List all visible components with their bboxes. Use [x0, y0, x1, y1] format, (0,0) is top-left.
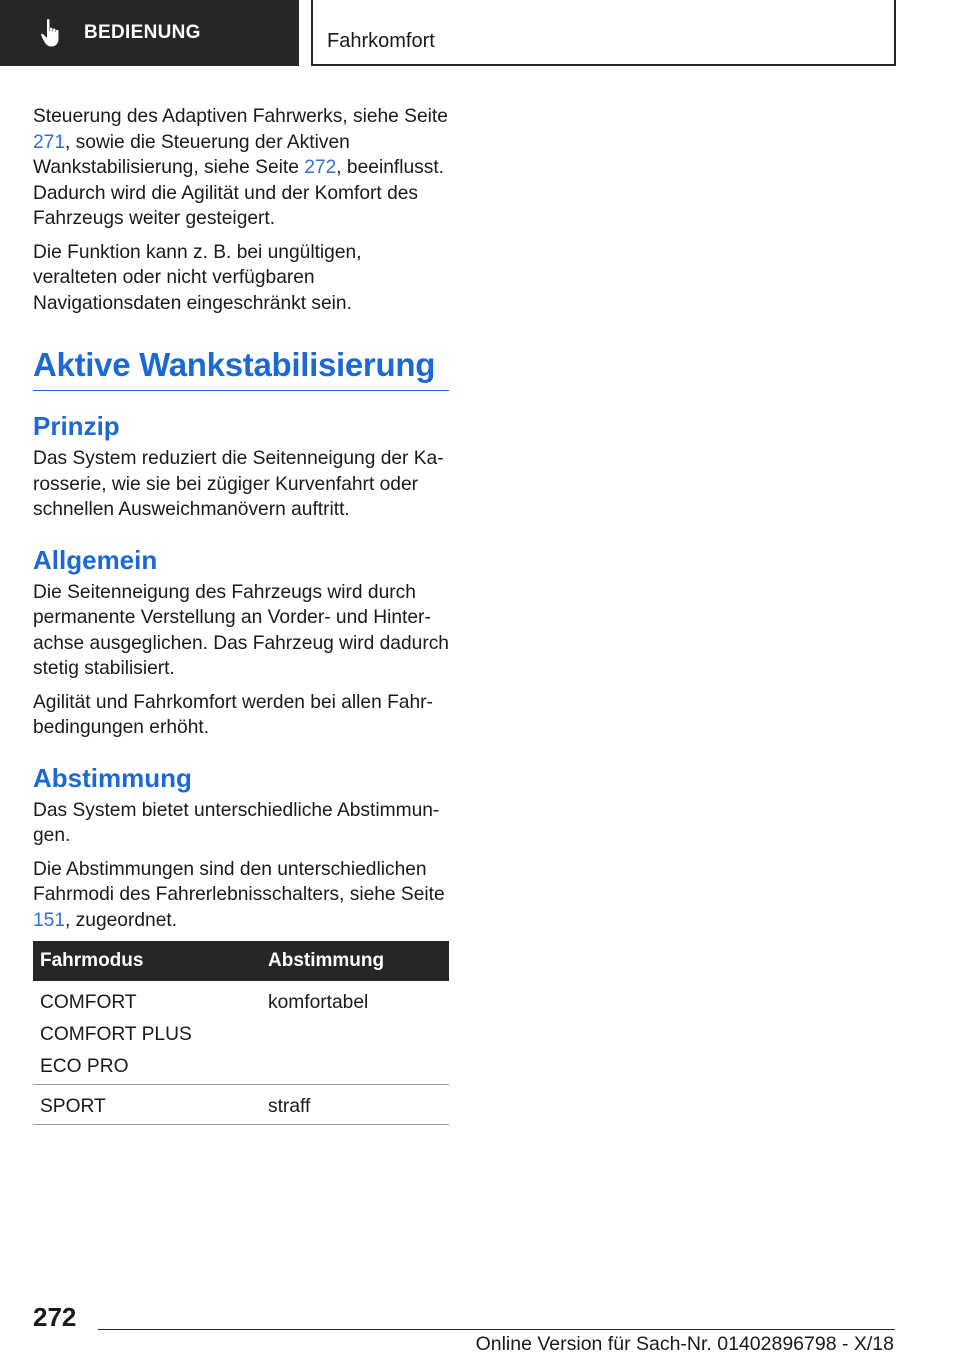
intro-paragraph-1 [33, 104, 449, 232]
prinzip-paragraph: Das System reduziert die Seitenneigung der Karosserie, wie sie bei zügiger Kurvenfahrt oder schnellen Ausweichmanövern auftritt. [33, 448, 444, 520]
table-cell-modes [33, 1084, 261, 1124]
section-title: Aktive Wankstabilisierung [33, 346, 449, 391]
table-header-row [33, 941, 449, 981]
mode-comfort-plus: COMFORT PLUS [40, 1024, 192, 1045]
abstimmung-text: Die Abstimmungen sind den unterschiedlichen Fahrmodi des Fahrerlebnisschalters, siehe Seite [33, 858, 445, 905]
intro-text: , beeinflusst. Dadurch wird die Agilität und der Komfort des Fahrzeugs weiter gesteigert. [33, 157, 444, 229]
page-link-271[interactable]: 271 [33, 131, 66, 153]
mode-sport: SPORT [40, 1095, 106, 1117]
mode-comfort: COMFORT [40, 992, 137, 1013]
header-chapter-box [311, 0, 896, 66]
table-cell-tuning [261, 1084, 449, 1124]
intro-text: Steuerung des Adaptiven Fahrwerks, siehe Seite [33, 106, 448, 127]
tuning-komfortabel: komfortabel [268, 992, 369, 1013]
table-cell-tuning [261, 981, 449, 1084]
page-number: 272 [33, 1302, 77, 1332]
main-content [33, 104, 449, 1125]
header-chapter-label: Fahrkomfort [327, 30, 435, 52]
abstimmung-paragraph-1: Das System bietet unterschiedliche Abstimmungen. [33, 799, 440, 846]
heading-abstimmung: Abstimmung [33, 762, 192, 793]
table-row [33, 981, 449, 1084]
heading-prinzip: Prinzip [33, 411, 120, 441]
allgemein-paragraph-2: Agilität und Fahrkomfort werden bei allen Fahrbedingungen erhöht. [33, 691, 433, 738]
table-header-fahrmodus: Fahrmodus [33, 941, 261, 981]
table-row [33, 1084, 449, 1124]
footer-text: Online Version für Sach-Nr. 01402896798 - X/18 [475, 1333, 894, 1355]
intro-text: , sowie die Steuerung der Aktiven Wankstabilisierung, siehe Seite [33, 131, 350, 178]
table-header-abstimmung: Abstimmung [261, 941, 449, 981]
abstimmung-paragraph-2 [33, 857, 449, 934]
footer-divider [98, 1329, 895, 1330]
table-cell-modes [33, 981, 261, 1084]
abstimmung-text: , zugeordnet. [65, 909, 178, 931]
page-link-272[interactable]: 272 [304, 157, 337, 178]
heading-allgemein: Allgemein [33, 544, 158, 575]
tuning-straff: straff [268, 1095, 311, 1117]
drive-mode-table [33, 941, 449, 1125]
page-link-151[interactable]: 151 [33, 909, 66, 931]
mode-eco-pro: ECO PRO [40, 1056, 129, 1077]
intro-paragraph-2: Die Funktion kann z. B. bei ungültigen, veralteten oder nicht verfügbaren Navigationsdaten eingeschränkt sein. [33, 241, 362, 314]
hand-pointer-icon [40, 18, 66, 48]
header-section-tab [0, 0, 299, 66]
header-section-label: BEDIENUNG [84, 22, 201, 43]
allgemein-paragraph-1: Die Seitenneigung des Fahrzeugs wird durch permanente Verstellung an Vorder- und Hinterachse ausgeglichen. Das Fahrzeug wird dadurch stetig stabilisiert. [33, 581, 449, 679]
